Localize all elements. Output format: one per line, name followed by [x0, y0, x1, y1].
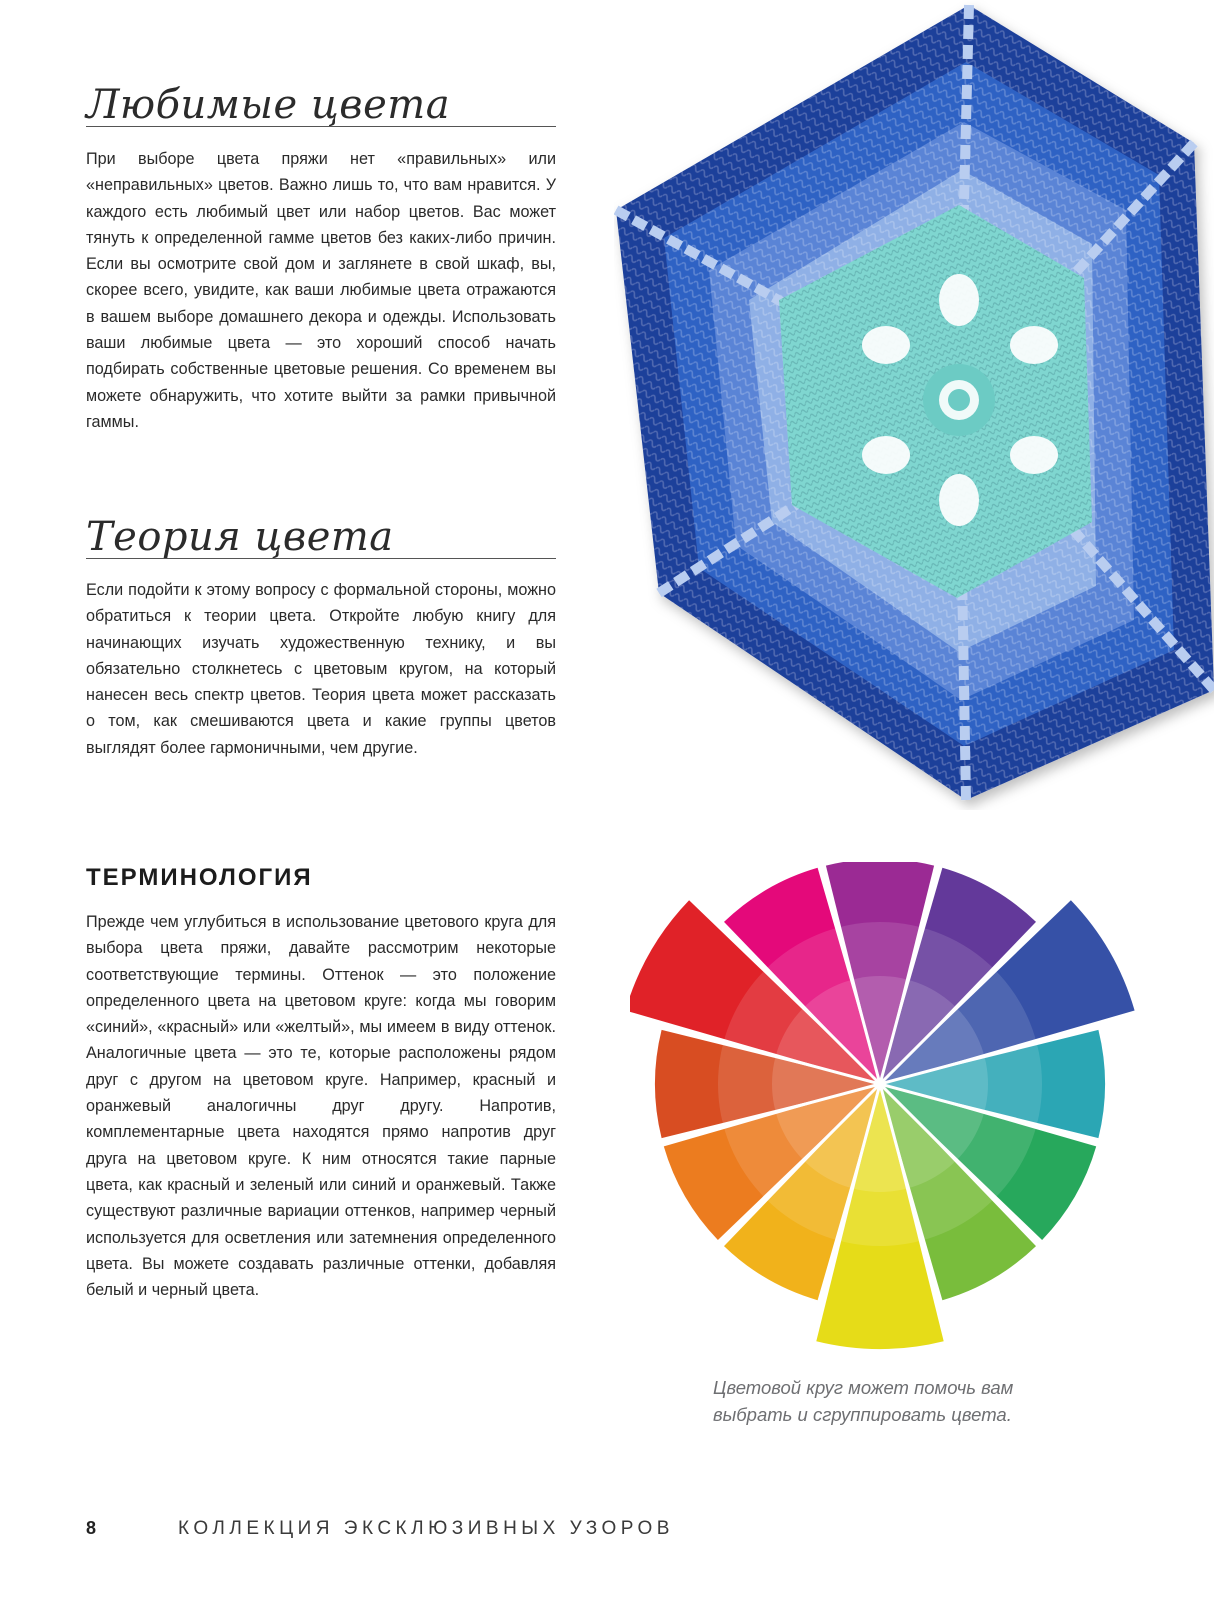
- section-title-favorite-colors: Любимые цвета: [86, 82, 451, 128]
- section-title-color-theory: Теория цвета: [86, 514, 394, 560]
- title-underline: [86, 126, 556, 127]
- title-underline: [86, 558, 556, 559]
- crochet-hexagon-image: [614, 0, 1214, 810]
- section-title-terminology: ТЕРМИНОЛОГИЯ: [86, 864, 313, 891]
- color-wheel-caption: Цветовой круг может помочь вам выбрать и сгруппировать цвета.: [713, 1377, 1014, 1425]
- paragraph-terminology: Прежде чем углубиться в использование цветового круга для выбора цвета пряжи, давайте рассмотрим некоторые соответствующие термины. Оттенок — это положение определенного цвета на цветовом круге: когда мы говорим «синий», «красный» или «желтый», мы имеем в виду оттенок. Аналогичные цвета — это те, которые расположены рядом друг с другом на цветовом круге. Например, красный и оранжевый аналогичны друг другу. Напротив, комплементарные цвета находятся прямо напротив друг друга на цветовом круге. К ним относятся такие парные цвета, как красный и зеленый или синий и оранжевый. Также существуют различные вариации оттенков, например черный используется для осветления или затемнения определенного цвета. Вы можете создавать различные оттенки, добавляя белый и черный цвета.: [86, 913, 556, 1300]
- paragraph-color-theory: Если подойти к этому вопросу с формальной стороны, можно обратиться к теории цвета. Откройте любую книгу для начинающих изучать художественную технику, и вы обязательно столкнетесь с цветовым кругом, на который нанесен весь спектр цветов. Теория цвета может рассказать о том, как смешиваются цвета и какие группы цветов выглядят более гармоничными, чем другие.: [86, 581, 556, 757]
- book-title-footer: КОЛЛЕКЦИЯ ЭКСКЛЮЗИВНЫХ УЗОРОВ: [178, 1518, 674, 1539]
- page-number: 8: [86, 1518, 97, 1538]
- paragraph-favorite-colors: При выборе цвета пряжи нет «правильных» или «неправильных» цветов. Важно лишь то, что вам нравится. У каждого есть любимый цвет или набор цветов. Вас может тянуть к определенной гамме цветов без каких-либо причин. Если вы осмотрите свой дом и заглянете в свой шкаф, вы, скорее всего, увидите, как ваши любимые цвета отражаются в вашем выборе домашнего декора и одежды. Использовать ваши любимые цвета — это хороший способ начать подбирать собственные цветовые решения. Со временем вы можете обнаружить, что хотите выйти за рамки привычной гаммы.: [86, 150, 556, 431]
- color-wheel-image: [630, 862, 1150, 1352]
